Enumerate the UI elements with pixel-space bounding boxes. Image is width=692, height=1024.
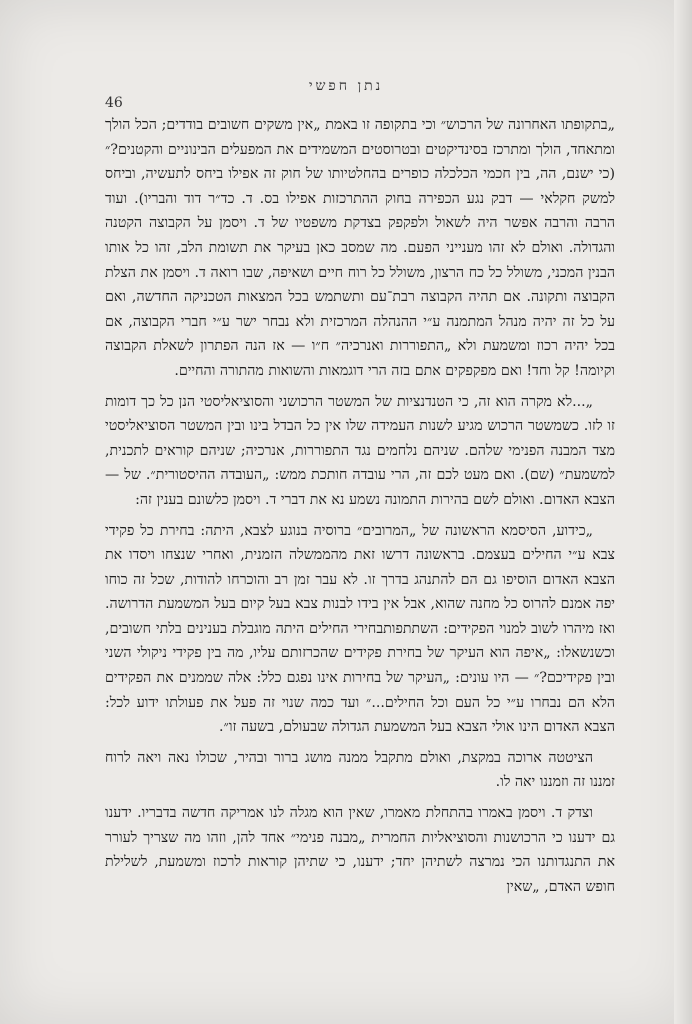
paragraph: וצדק ד. ויסמן באמרו בהתחלת מאמרו, שאין הוא מגלה לנו אמריקה חדשה בדבריו. ידענו גם ידענו כי הרכושנות והסוציאליות החמרית „מבנה פנימי״ אחד להן, וזהו מה שצריך לעורר את התנגדותנו הכי נמרצה לשתיהן יחד; ידענו, כי שתיהן קוראות לרכוז ומשמעת, לשלילת חופש האדם, „שאין [105,805,615,895]
page-number: 46 [105,95,123,111]
paragraph: „...לא מקרה הוא זה, כי הטנדנציות של המשטר הרכושני והסוציאליסטי הנן כל כך דומות זו לזו. כשמשטר הרכוש מגיע לשנות העמידה שלו אין כל הבדל בינו ובין המשטר הסוציאליסטי מצד המבנה הפנימי שלהם. שניהם נלחמים נגד התפוררות, אנרכיה; שניהם קוראים לתכנית, למשמעת״ (שם). ואם מעט לכם זה, הרי עובדה חותכת ממש: „העובדה ההיסטורית״. של — הצבא האדום. ואולם לשם בהירות התמונה נשמע נא את דברי ד. ויסמן כלשונם בענין זה: [105,393,615,508]
paragraph: „כידוע, הסיסמא הראשונה של „המרובים״ ברוסיה בנוגע לצבא, היתה: בחירת כל פקידי צבא ע״י החילים בעצמם. בראשונה דרשו זאת מהממשלה הזמנית, ואחרי שנצחו ויסדו את הצבא האדום הוסיפו גם הם להתנהג בדרך זו. לא עבר זמן רב והוכרחו להודות, שכל זה כוחו יפה אמנם להרוס כל מחנה שהוא, אבל אין בידו לבנות צבא בעל קיום בעל המשמעת הדרושה. ואז מיהרו לשוב למנוי הפקידים: השתתפותבחירי החילים היתה מוגבלת בענינים בלתי חשובים, וכשנשאלו: „איפה הוא העיקר של בחירת פקידים שהכרזותם עליו, מה בין פקידי ניקולי השני ובין פקידיכם?״ — היו עונים: „העיקר של בחירות אינו נפגם כלל: אלה שממנים את הפקידים הלא הם נבחרו ע״י כל העם וכל החילים...״ ועד כמה שנוי זה פעל את פעולתו ידוע לכל: הצבא האדום הינו אולי הצבא בעל המשמעת הגדולה שבעולם, בשעה זו״. [105,522,615,736]
paragraph: הציטטה ארוכה במקצת, ואולם מתקבל ממנה מושג ברור ובהיר, שכולו נאה ויאה לרוח זמננו זה וזמננו יאה לו. [105,749,615,791]
page-spine-shadow [674,0,692,1024]
running-head: נתן חפשי [308,78,384,94]
paragraph: „בתקופתו האחרונה של הרכוש״ וכי בתקופה זו באמת „אין משקים חשובים בודדים; הכל הולך ומתאחד, הולך ומתרכז בסינדיקטים ובטרוסטים המשמידים את המפעלים הבינוניים והקטנים?״ (כי ישנם, הה, בין חכמי הכלכלה כופרים בהחלטיותו של חוק זה אפילו ביחס לתעשיה, וביחס למשק חקלאי — דבק נגע הכפירה בחוק ההתרכזות אפילו בס. ד. כד״ר דוד והבריו). ועוד הרבה והרבה אפשר היה לשאול ולפקפק בצדקת משפטיו של ד. ויסמן על הקבוצה הקטנה והגדולה. ואולם לא זהו מענייני הפעם. מה שמסב כאן בעיקר את תשומת הלב, זהו כל אותו הבנין המכני, משולל כל כח הרצון, משולל כל רוח חיים ושאיפה, שבו רואה ד. ויסמן את הצלת הקבוצה ותקונה. אם תהיה הקבוצה רבת־עם ותשתמש בכל המצאות הטכניקה החדשה, ואם על כל זה יהיה מנהל המתמנה ע״י ההנהלה המרכזית ולא נבחר ישר ע״י חברי הקבוצה, אם בכל יהיה רכוז ומשמעת ולא „התפוררות ואנרכיה״ ח״ו — אז הנה הפתרון לשאלת הקבוצה וקיומה! קל וחד! ואם מפקפקים אתם בזה הרי דוגמאות והשואות מהתורה והחיים. [105,117,615,379]
page-body [105,113,615,899]
